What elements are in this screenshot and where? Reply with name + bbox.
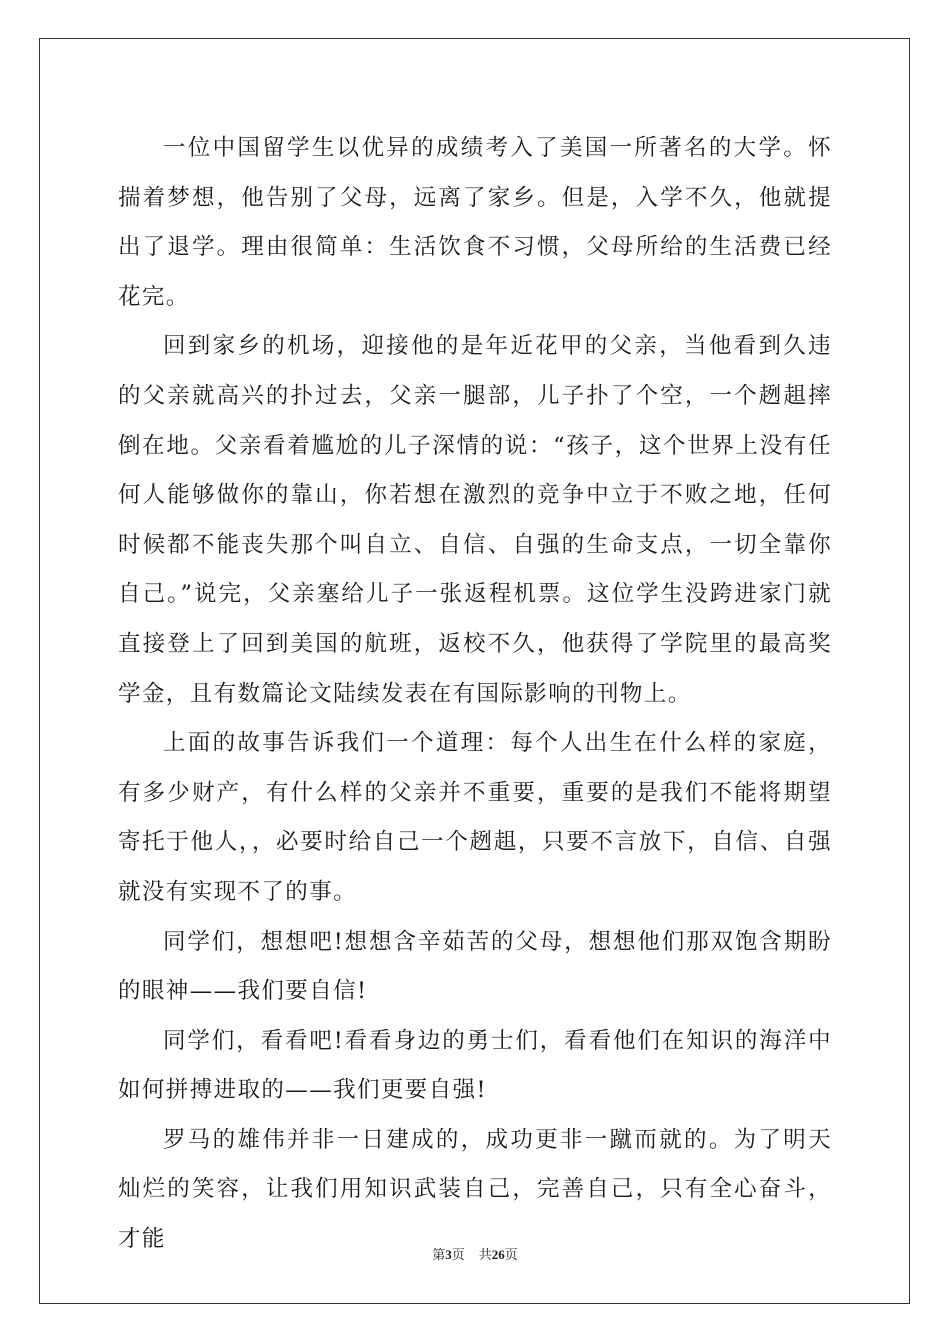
document-body [118,124,832,1265]
page-footer [0,1244,950,1263]
paragraph-1: 一位中国留学生以优异的成绩考入了美国一所著名的大学。怀揣着梦想，他告别了父母，远离了家乡。但是，入学不久，他就提出了退学。理由很简单：生活饮食不习惯，父母所给的生活费已经花完。 [118,135,832,310]
paragraph-3: 上面的故事告诉我们一个道理：每个人出生在什么样的家庭，有多少财产，有什么样的父亲并不重要，重要的是我们不能将期望寄托于他人，，必要时给自己一个趔趄，只要不言放下，自信、自强就没有实现不了的事。 [118,730,832,905]
total-suffix: 页 [504,1248,518,1263]
paragraph-2: 回到家乡的机场，迎接他的是年近花甲的父亲，当他看到久违的父亲就高兴的扑过去，父亲一腿部，儿子扑了个空，一个趔趄摔倒在地。父亲看着尴尬的儿子深情的说：“孩子，这个世界上没有任何人能够做你的靠山，你若想在激烈的竞争中立于不败之地，任何时候都不能丧失那个叫自立、自信、自强的生命支点，一切全靠你自己。”说完，父亲塞给儿子一张返程机票。这位学生没跨进家门就直接登上了回到美国的航班，返校不久，他获得了学院里的最高奖学金，且有数篇论文陆续发表在有国际影响的刊物上。 [118,333,832,707]
page-suffix: 页 [451,1248,465,1263]
total-prefix: 共 [478,1248,492,1263]
paragraph-6: 罗马的雄伟并非一日建成的，成功更非一蹴而就的。为了明天灿烂的笑容，让我们用知识武装自己，完善自己，只有全心奋斗，才能 [118,1126,832,1253]
page-number: 3 [445,1247,452,1262]
paragraph-4: 同学们，想想吧!想想含辛茹苦的父母，想想他们那双饱含期盼的眼神——我们要自信! [118,928,832,1005]
page-prefix: 第 [432,1248,446,1263]
total-pages: 26 [491,1247,505,1262]
paragraph-5: 同学们，看看吧!看看身边的勇士们，看看他们在知识的海洋中如何拼搏进取的——我们更要自强! [118,1027,832,1104]
